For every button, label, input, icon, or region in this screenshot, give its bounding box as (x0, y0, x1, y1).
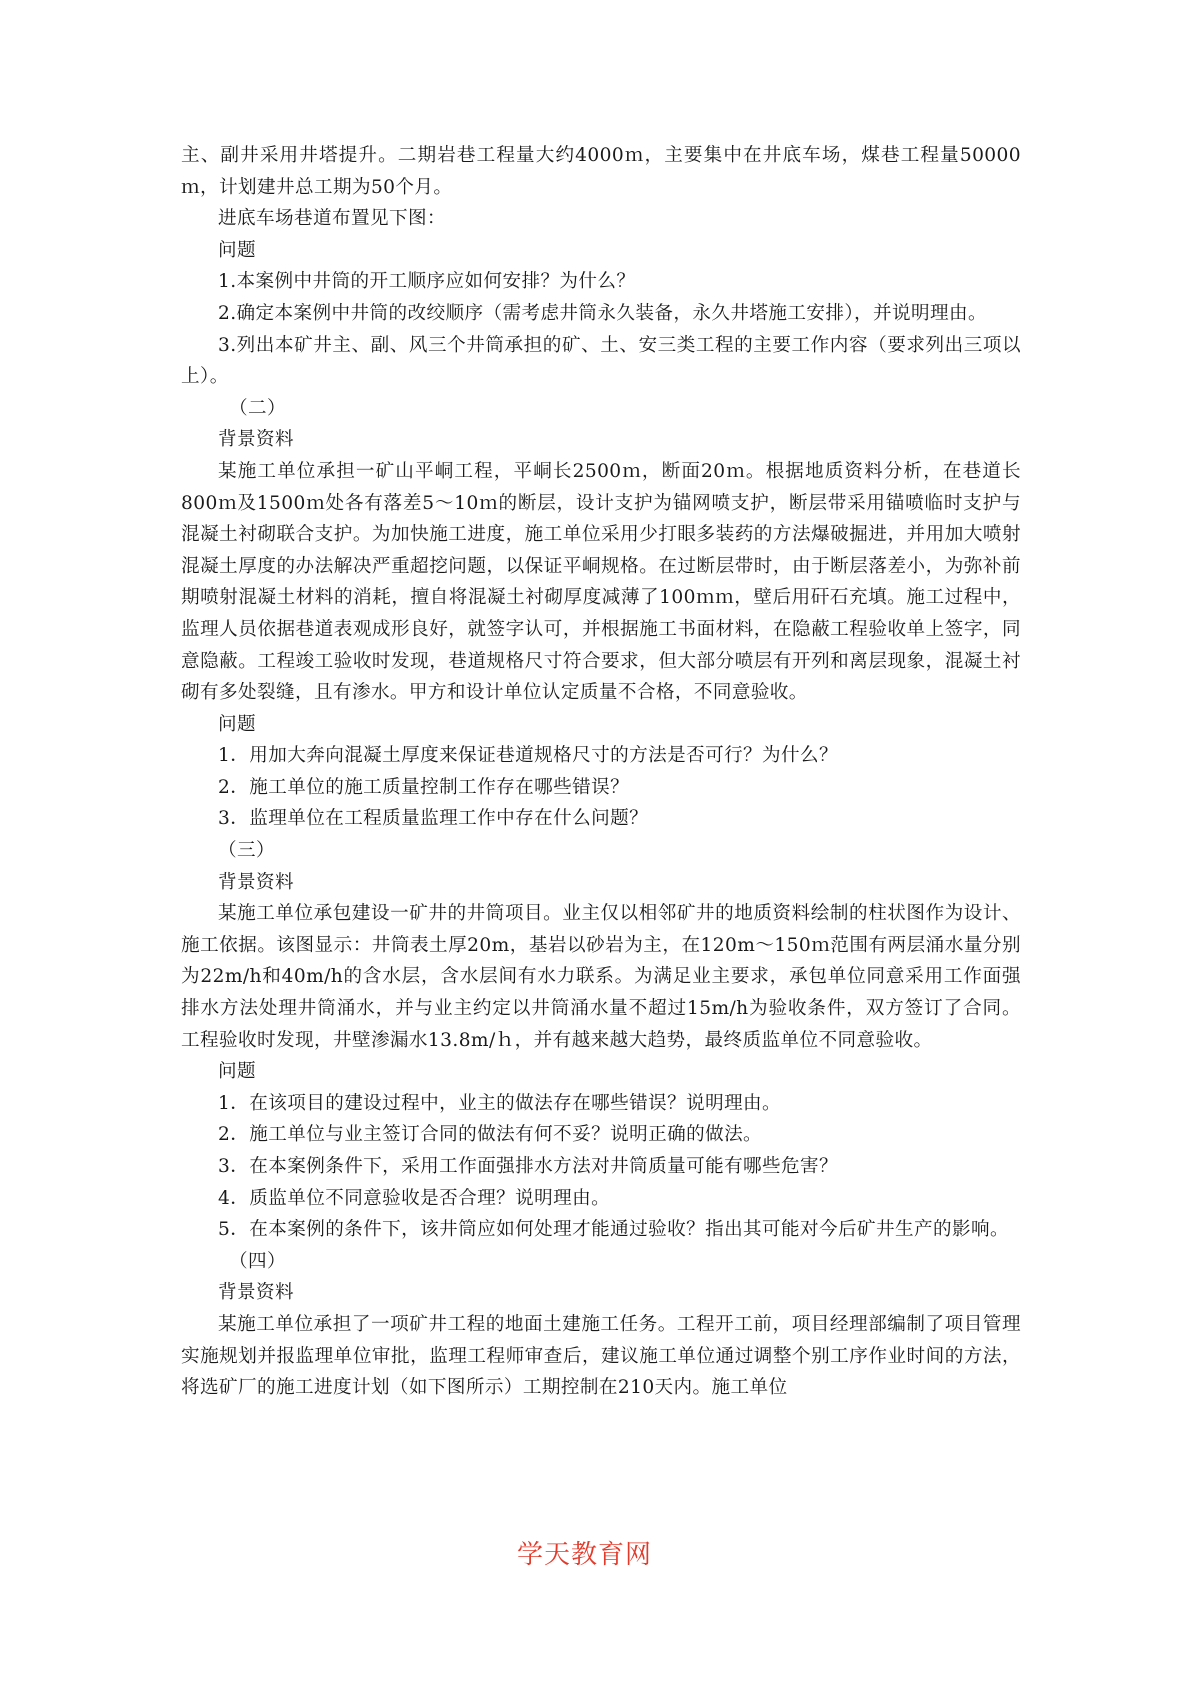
paragraph: 背景资料 (218, 871, 294, 893)
paragraph: 进底车场巷道布置见下图： (218, 208, 446, 230)
paragraph: 2．施工单位与业主签订合同的做法有何不妥？说明正确的做法。 (218, 1124, 763, 1146)
footer-watermark (0, 1538, 1191, 1572)
paragraph: 问题 (218, 713, 256, 735)
paragraph: 问题 (218, 239, 256, 261)
paragraph: 某施工单位承担一矿山平峒工程，平峒长2500ｍ，断面20ｍ。根据地质资料分析，在巷道长800ｍ及1500ｍ处各有落差5～10ｍ的断层，设计支护为锚网喷支护，断层带采用锚喷临时支护与混凝土衬砌联合支护。为加快施工进度，施工单位采用少打眼多装药的方法爆破掘进，并用加大喷射混凝土厚度的办法解决严重超挖问题，以保证平峒规格。在过断层带时，由于断层落差小，为弥补前期喷射混凝土材料的消耗，擅自将混凝土衬砌厚度减薄了100ｍｍ，壁后用矸石充填。施工过程中，监理人员依据巷道表观成形良好，就签字认可，并根据施工书面材料，在隐蔽工程验收单上签字，同意隐蔽。工程竣工验收时发现，巷道规格尺寸符合要求，但大部分喷层有开列和离层现象，混凝土衬砌有多处裂缝，且有渗水。甲方和设计单位认定质量不合格，不同意验收。 (181, 460, 1021, 704)
paragraph: （四） (229, 1250, 286, 1272)
paragraph: 背景资料 (218, 1282, 294, 1304)
paragraph: 4．质监单位不同意验收是否合理？说明理由。 (218, 1187, 611, 1209)
paragraph: 1．用加大奔向混凝土厚度来保证巷道规格尺寸的方法是否可行？为什么？ (218, 745, 839, 767)
paragraph: 背景资料 (218, 429, 294, 451)
paragraph: 1．在该项目的建设过程中，业主的做法存在哪些错误？说明理由。 (218, 1092, 782, 1114)
paragraph: 5．在本案例的条件下，该井筒应如何处理才能通过验收？指出其可能对今后矿井生产的影响。 (218, 1219, 1009, 1241)
document-body (181, 140, 1021, 1404)
paragraph: 某施工单位承包建设一矿井的井筒项目。业主仅以相邻矿井的地质资料绘制的柱状图作为设计、施工依据。该图显示：井筒表土厚20m，基岩以砂岩为主，在120m～150ｍ范围有两层涌水量分别为22m/h和40m/h的含水层，含水层间有水力联系。为满足业主要求，承包单位同意采用工作面强排水方法处理井筒涌水，并与业主约定以井筒涌水量不超过15m/h为验收条件，双方签订了合同。工程验收时发现，井壁渗漏水13.8m/ｈ，并有越来越大趋势，最终质监单位不同意验收。 (181, 903, 1021, 1051)
paragraph: 2.确定本案例中井筒的改绞顺序（需考虑井筒永久装备，永久井塔施工安排），并说明理由。 (218, 302, 987, 324)
paragraph: 3．在本案例条件下，采用工作面强排水方法对井筒质量可能有哪些危害？ (218, 1156, 839, 1177)
watermark-text: 学天教育网 (516, 1540, 652, 1570)
paragraph: 1.本案例中井筒的开工顺序应如何安排？为什么？ (218, 271, 636, 293)
paragraph: （三） (218, 840, 275, 862)
paragraph: 某施工单位承担了一项矿井工程的地面土建施工任务。工程开工前，项目经理部编制了项目管理实施规划并报监理单位审批，监理工程师审查后，建议施工单位通过调整个别工序作业时间的方法，将选矿厂的施工进度计划（如下图所示）工期控制在210天内。施工单位 (181, 1313, 1021, 1399)
paragraph: 3．监理单位在工程质量监理工作中存在什么问题？ (218, 808, 649, 830)
paragraph: 2．施工单位的施工质量控制工作存在哪些错误？ (218, 776, 630, 798)
paragraph: （二） (229, 397, 286, 419)
paragraph: 问题 (218, 1061, 256, 1083)
paragraph: 主、副井采用井塔提升。二期岩巷工程量大约4000ｍ，主要集中在井底车场，煤巷工程量50000ｍ，计划建井总工期为50个月。 (181, 145, 1021, 198)
paragraph: 3.列出本矿井主、副、风三个井筒承担的矿、土、安三类工程的主要工作内容（要求列出三项以上）。 (181, 334, 1021, 388)
